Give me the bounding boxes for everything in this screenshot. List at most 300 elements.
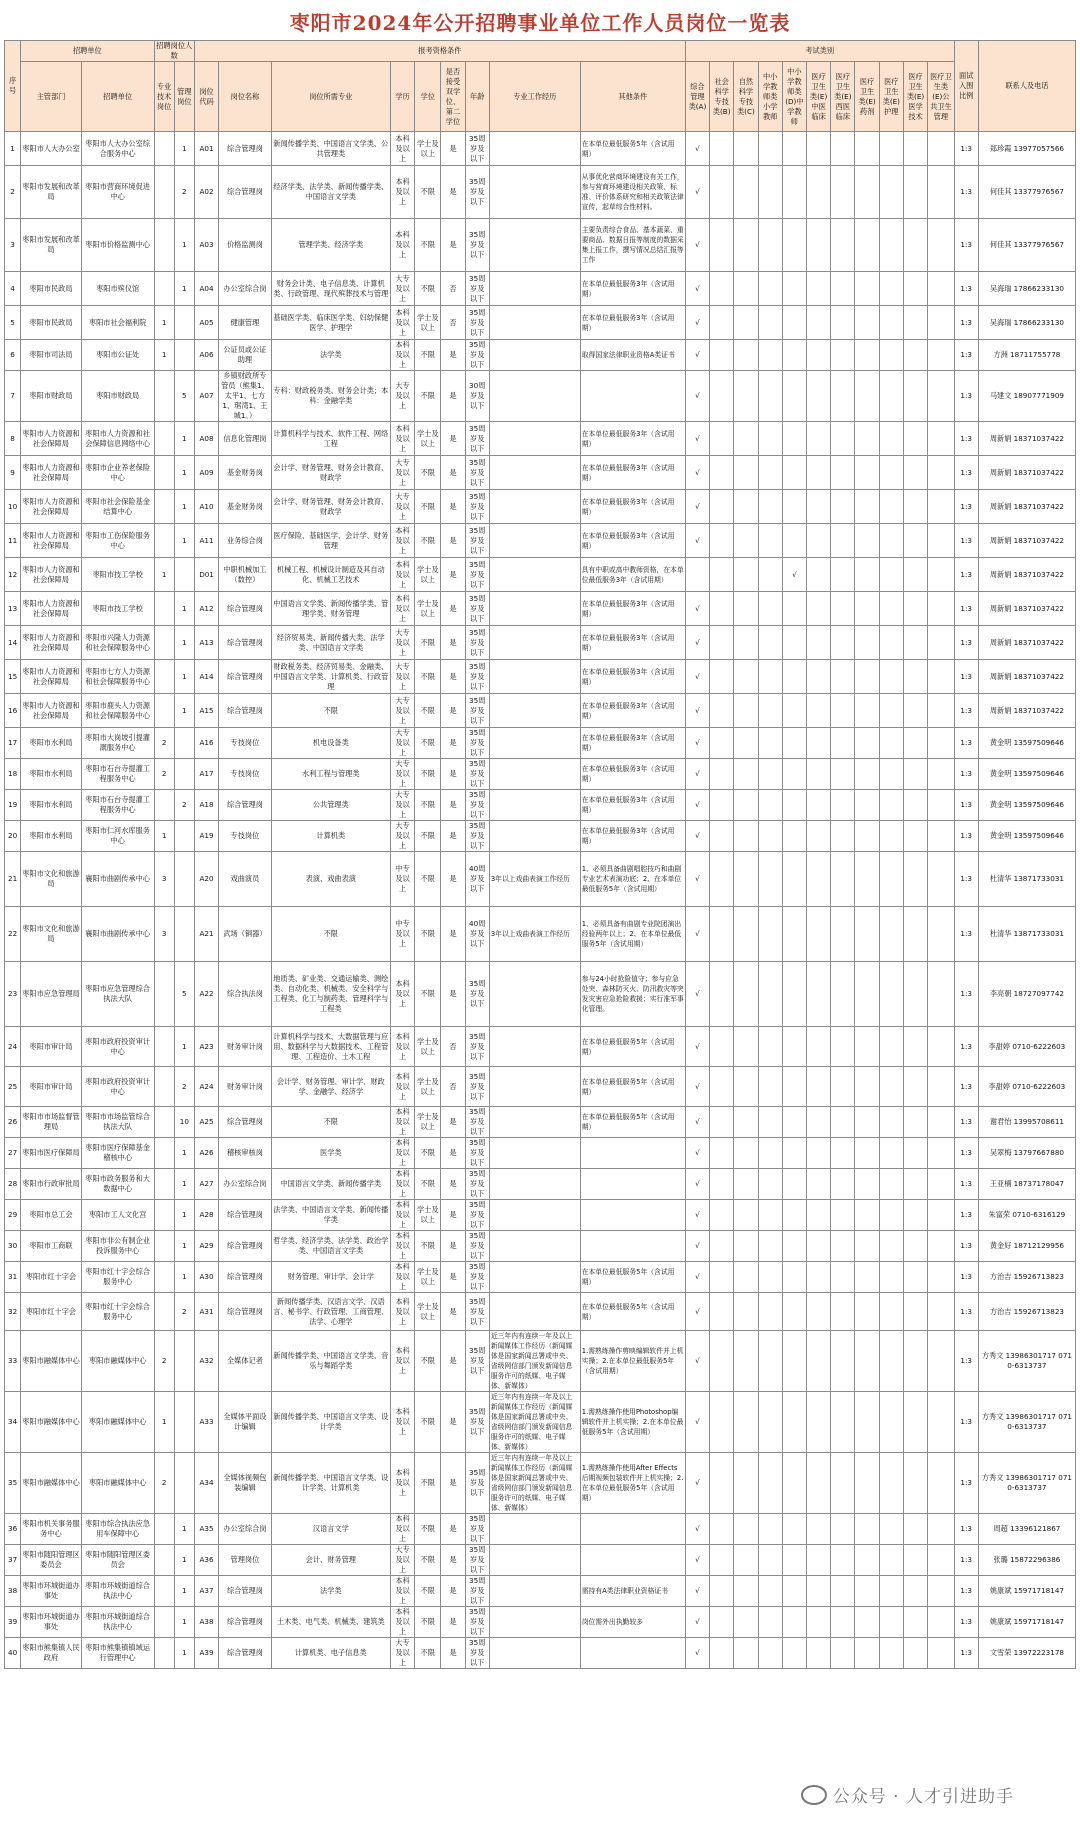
cell-exam-e4	[879, 728, 903, 759]
cell-major: 医疗保险、基础医学、会计学、财务管理	[271, 524, 390, 558]
cell-edu: 本科及以上	[390, 1107, 414, 1138]
cell-exam-e3	[855, 592, 879, 626]
cell-exam-e4	[879, 558, 903, 592]
cell-seq: 37	[5, 1545, 21, 1576]
cell-dept: 枣阳市人大办公室	[21, 132, 82, 166]
cell-contact: 吴海瑞 17866233130	[978, 272, 1075, 306]
header-mgmt: 管理岗位	[174, 62, 194, 132]
cell-exam-c	[734, 759, 758, 790]
header-ratio: 面试入围比例	[954, 41, 978, 132]
cell-exam-e3	[855, 132, 879, 166]
cell-exam-e6	[928, 1138, 954, 1169]
cell-exam-e3	[855, 626, 879, 660]
cell-exam-e4	[879, 166, 903, 219]
cell-exam-a: √	[685, 1514, 709, 1545]
cell-exam-e6	[928, 852, 954, 907]
cell-major: 管理学类、经济学类	[271, 219, 390, 272]
table-row	[5, 852, 1076, 907]
cell-exam-e3	[855, 1169, 879, 1200]
cell-exam-d2	[782, 759, 806, 790]
cell-dept: 枣阳市工商联	[21, 1231, 82, 1262]
table-row	[5, 790, 1076, 821]
cell-age: 35周岁及以下	[465, 1545, 489, 1576]
cell-ratio: 1:3	[954, 219, 978, 272]
cell-other	[580, 1231, 685, 1262]
cell-age: 35周岁及以下	[465, 728, 489, 759]
cell-exam-e6	[928, 821, 954, 852]
cell-other: 1.需熟练操作使用Photoshop编辑软件并上机实操；2.在本单位最低服务5年（含试用期）	[580, 1392, 685, 1453]
cell-dept: 枣阳市人力资源和社会保障局	[21, 422, 82, 456]
cell-seq: 40	[5, 1638, 21, 1669]
cell-age: 35周岁及以下	[465, 1607, 489, 1638]
table-row	[5, 422, 1076, 456]
cell-degree: 不限	[415, 490, 441, 524]
cell-exam-d2	[782, 821, 806, 852]
cell-exam-e2	[831, 1200, 855, 1231]
cell-mgmt: 2	[174, 166, 194, 219]
cell-exam-e4	[879, 852, 903, 907]
cell-unit: 枣阳市七方人力资源和社会保障服务中心	[81, 660, 154, 694]
cell-ratio: 1:3	[954, 1576, 978, 1607]
cell-exam-a: √	[685, 1231, 709, 1262]
cell-tech	[154, 962, 174, 1027]
cell-exam-c	[734, 1067, 758, 1107]
cell-contact: 周新娟 18371037422	[978, 558, 1075, 592]
cell-exam-e3	[855, 694, 879, 728]
cell-tech	[154, 1027, 174, 1067]
cell-age: 35周岁及以下	[465, 790, 489, 821]
cell-exam-d1	[758, 306, 782, 340]
cell-name: 综合管理岗	[219, 166, 272, 219]
cell-name: 综合管理岗	[219, 694, 272, 728]
cell-exam-e4	[879, 1107, 903, 1138]
cell-exam-b	[710, 524, 734, 558]
cell-name: 基金财务岗	[219, 490, 272, 524]
cell-ratio: 1:3	[954, 626, 978, 660]
cell-exam-d1	[758, 1200, 782, 1231]
cell-exp: 近三年内有连续一年及以上新闻媒体工作经历（新闻媒体是国家新闻总署或中央、省级网信部门颁发新闻信息服务许可的纸媒、电子媒体、新媒体）	[489, 1392, 580, 1453]
cell-ratio: 1:3	[954, 371, 978, 422]
cell-exam-e2	[831, 371, 855, 422]
cell-contact: 方秀文 13986301717 0710-6313737	[978, 1453, 1075, 1514]
cell-ratio: 1:3	[954, 490, 978, 524]
cell-age: 35周岁及以下	[465, 132, 489, 166]
cell-contact: 吴海瑞 17866233130	[978, 306, 1075, 340]
cell-major: 机械工程、机械设计制造及其自动化、机械工艺技术	[271, 558, 390, 592]
cell-exam-d2	[782, 490, 806, 524]
cell-name: 专技岗位	[219, 728, 272, 759]
cell-major: 经济学类、法学类、新闻传播学类、中国语言文学类	[271, 166, 390, 219]
cell-exam-e5	[903, 626, 927, 660]
cell-dept: 枣阳市水利局	[21, 759, 82, 790]
cell-other: 在本单位最低服务5年（含试用期）	[580, 1262, 685, 1293]
cell-exam-e3	[855, 1231, 879, 1262]
cell-exam-e6	[928, 371, 954, 422]
cell-degree: 学士及以上	[415, 1107, 441, 1138]
cell-dept: 枣阳市环城街道办事处	[21, 1576, 82, 1607]
cell-mgmt	[174, 340, 194, 371]
table-row	[5, 1638, 1076, 1669]
cell-exam-d1	[758, 166, 782, 219]
cell-seq: 16	[5, 694, 21, 728]
cell-fresh: 是	[441, 1293, 465, 1331]
cell-fresh: 是	[441, 340, 465, 371]
table-row	[5, 1607, 1076, 1638]
cell-other: 岗位需外出执勤较多	[580, 1607, 685, 1638]
cell-degree: 不限	[415, 1138, 441, 1169]
cell-exam-e2	[831, 1231, 855, 1262]
cell-exam-e5	[903, 524, 927, 558]
cell-exam-a: √	[685, 694, 709, 728]
cell-exam-e1	[806, 1514, 830, 1545]
cell-age: 30周岁及以下	[465, 371, 489, 422]
cell-edu: 本科及以上	[390, 1576, 414, 1607]
cell-exam-a	[685, 558, 709, 592]
cell-exam-d1	[758, 962, 782, 1027]
cell-seq: 14	[5, 626, 21, 660]
cell-age: 35周岁及以下	[465, 1200, 489, 1231]
cell-exam-e5	[903, 790, 927, 821]
cell-exam-b	[710, 694, 734, 728]
cell-exp	[489, 1262, 580, 1293]
cell-code: A01	[194, 132, 218, 166]
cell-unit: 枣阳市政府投资审计中心	[81, 1067, 154, 1107]
cell-exam-c	[734, 1200, 758, 1231]
cell-age: 35周岁及以下	[465, 1638, 489, 1669]
cell-contact: 杜清华 13871733031	[978, 907, 1075, 962]
cell-exam-d2	[782, 1200, 806, 1231]
cell-exam-b	[710, 132, 734, 166]
cell-ratio: 1:3	[954, 132, 978, 166]
cell-exam-e1	[806, 524, 830, 558]
cell-exam-d2	[782, 456, 806, 490]
cell-degree: 不限	[415, 790, 441, 821]
cell-ratio: 1:3	[954, 728, 978, 759]
cell-contact: 谢君怡 13995708611	[978, 1107, 1075, 1138]
cell-exam-b	[710, 422, 734, 456]
cell-exam-c	[734, 219, 758, 272]
cell-exam-a: √	[685, 490, 709, 524]
cell-exam-e3	[855, 490, 879, 524]
cell-major: 土木类、电气类、机械类、建筑类	[271, 1607, 390, 1638]
cell-exam-e6	[928, 166, 954, 219]
cell-tech	[154, 660, 174, 694]
cell-unit: 枣阳市政务服务和大数据中心	[81, 1169, 154, 1200]
cell-exam-e3	[855, 759, 879, 790]
cell-contact: 黄金明 13597509646	[978, 790, 1075, 821]
cell-name: 办公室综合岗	[219, 1514, 272, 1545]
cell-exam-e1	[806, 340, 830, 371]
cell-exam-b	[710, 1169, 734, 1200]
cell-major: 计算机科学与技术、大数据管理与应用、数据科学与大数据技术、工程管理、工程造价、土木工程	[271, 1027, 390, 1067]
cell-exam-e2	[831, 1514, 855, 1545]
cell-dept: 枣阳市人力资源和社会保障局	[21, 626, 82, 660]
cell-exam-e4	[879, 1514, 903, 1545]
cell-exam-c	[734, 852, 758, 907]
cell-age: 40周岁及以下	[465, 907, 489, 962]
cell-exam-c	[734, 660, 758, 694]
cell-dept: 枣阳市发展和改革局	[21, 219, 82, 272]
cell-contact: 郑珍霞 13977057566	[978, 132, 1075, 166]
cell-exam-e1	[806, 1576, 830, 1607]
cell-exam-e1	[806, 166, 830, 219]
cell-major: 法学类、中国语言文学类、新闻传播学类	[271, 1200, 390, 1231]
cell-unit: 枣阳市政府投资审计中心	[81, 1027, 154, 1067]
cell-tech: 2	[154, 759, 174, 790]
cell-seq: 6	[5, 340, 21, 371]
cell-mgmt	[174, 852, 194, 907]
cell-exam-a: √	[685, 1331, 709, 1392]
cell-exam-c	[734, 821, 758, 852]
cell-dept: 枣阳市人力资源和社会保障局	[21, 592, 82, 626]
cell-mgmt: 1	[174, 272, 194, 306]
cell-code: A29	[194, 1231, 218, 1262]
cell-unit: 枣阳市工伤保险服务中心	[81, 524, 154, 558]
cell-unit: 枣阳市大岗坡引提灌溉服务中心	[81, 728, 154, 759]
cell-dept: 枣阳市人力资源和社会保障局	[21, 456, 82, 490]
cell-ratio: 1:3	[954, 790, 978, 821]
cell-dept: 枣阳市文化和旅游局	[21, 907, 82, 962]
cell-exam-e3	[855, 1545, 879, 1576]
cell-exam-e6	[928, 1453, 954, 1514]
table-row	[5, 626, 1076, 660]
cell-exam-e6	[928, 1638, 954, 1669]
cell-exam-a: √	[685, 1169, 709, 1200]
cell-mgmt	[174, 1453, 194, 1514]
header-major: 岗位所需专业	[271, 62, 390, 132]
cell-tech	[154, 524, 174, 558]
cell-exam-e4	[879, 660, 903, 694]
cell-exam-c	[734, 340, 758, 371]
cell-exam-e2	[831, 1607, 855, 1638]
cell-code: A15	[194, 694, 218, 728]
cell-exam-e5	[903, 371, 927, 422]
cell-exam-e2	[831, 1262, 855, 1293]
cell-unit: 枣阳市社会福利院	[81, 306, 154, 340]
cell-exam-e4	[879, 1231, 903, 1262]
cell-exam-e3	[855, 1293, 879, 1331]
cell-age: 35周岁及以下	[465, 272, 489, 306]
cell-ratio: 1:3	[954, 694, 978, 728]
cell-exam-a: √	[685, 1138, 709, 1169]
cell-exam-d2	[782, 1331, 806, 1392]
cell-exam-d1	[758, 728, 782, 759]
cell-exam-b	[710, 456, 734, 490]
cell-age: 35周岁及以下	[465, 626, 489, 660]
cell-tech	[154, 1607, 174, 1638]
cell-edu: 大专及以上	[390, 728, 414, 759]
cell-exam-e6	[928, 219, 954, 272]
cell-seq: 4	[5, 272, 21, 306]
cell-degree: 不限	[415, 694, 441, 728]
cell-dept: 枣阳市应急管理局	[21, 962, 82, 1027]
watermark-text: 公众号 · 人才引进助手	[832, 1787, 1014, 1807]
cell-exam-e5	[903, 1638, 927, 1669]
header-exam-d1: 中小学教师类小学教师	[758, 62, 782, 132]
cell-degree: 学士及以上	[415, 1027, 441, 1067]
cell-edu: 本科及以上	[390, 1067, 414, 1107]
cell-seq: 36	[5, 1514, 21, 1545]
cell-exam-e1	[806, 1067, 830, 1107]
cell-exam-e6	[928, 1027, 954, 1067]
cell-fresh: 是	[441, 1392, 465, 1453]
cell-exam-d1	[758, 132, 782, 166]
cell-contact: 方秀文 13986301717 0710-6313737	[978, 1392, 1075, 1453]
cell-exam-c	[734, 790, 758, 821]
cell-exam-b	[710, 759, 734, 790]
cell-exam-d2	[782, 166, 806, 219]
cell-code: A08	[194, 422, 218, 456]
cell-exam-a: √	[685, 1067, 709, 1107]
cell-other: 1.需熟练操作使用After Effects后期视频包装软件并上机实操；2.在本单位最低服务5年（含试用期）	[580, 1453, 685, 1514]
cell-exam-e2	[831, 1169, 855, 1200]
cell-exam-b	[710, 1262, 734, 1293]
cell-name: 价格监测岗	[219, 219, 272, 272]
cell-dept: 枣阳市民政局	[21, 272, 82, 306]
cell-name: 综合管理岗	[219, 790, 272, 821]
table-row	[5, 524, 1076, 558]
cell-dept: 枣阳市红十字会	[21, 1293, 82, 1331]
cell-major: 财务管理、审计学、会计学	[271, 1262, 390, 1293]
cell-exp	[489, 962, 580, 1027]
cell-degree: 不限	[415, 1638, 441, 1669]
cell-exam-e5	[903, 1027, 927, 1067]
cell-exam-d1	[758, 1262, 782, 1293]
table-row	[5, 1169, 1076, 1200]
cell-exam-e6	[928, 1392, 954, 1453]
cell-degree: 不限	[415, 962, 441, 1027]
cell-dept: 枣阳市随阳管理区委员会	[21, 1545, 82, 1576]
cell-fresh: 是	[441, 821, 465, 852]
cell-exp	[489, 306, 580, 340]
cell-exam-a: √	[685, 1392, 709, 1453]
cell-edu: 本科及以上	[390, 1514, 414, 1545]
cell-other: 从事优化营商环境建设有关工作，参与营商环境建设相关政策、标准、评价体系研究和相关政策法律宣传，起草综合性材料。	[580, 166, 685, 219]
cell-seq: 27	[5, 1138, 21, 1169]
cell-unit: 枣阳市鹿头人力资源和社会保障服务中心	[81, 694, 154, 728]
cell-dept: 枣阳市发展和改革局	[21, 166, 82, 219]
cell-exam-d2	[782, 660, 806, 694]
cell-unit: 枣阳市医疗保障基金稽核中心	[81, 1138, 154, 1169]
cell-unit: 枣阳市综合执法应急用车保障中心	[81, 1514, 154, 1545]
cell-mgmt: 1	[174, 1545, 194, 1576]
cell-contact: 朱富荣 0710-6316129	[978, 1200, 1075, 1231]
cell-exam-d1	[758, 524, 782, 558]
cell-dept: 枣阳市熊集镇人民政府	[21, 1638, 82, 1669]
cell-major: 计算机类、电子信息类	[271, 1638, 390, 1669]
cell-exam-e2	[831, 694, 855, 728]
cell-exam-e6	[928, 907, 954, 962]
cell-fresh: 是	[441, 1576, 465, 1607]
cell-exam-e4	[879, 1607, 903, 1638]
cell-exam-e1	[806, 456, 830, 490]
cell-edu: 本科及以上	[390, 592, 414, 626]
cell-exp	[489, 422, 580, 456]
cell-name: 信息化管理岗	[219, 422, 272, 456]
cell-mgmt: 1	[174, 626, 194, 660]
header-code: 岗位代码	[194, 62, 218, 132]
cell-name: 综合管理岗	[219, 1107, 272, 1138]
cell-ratio: 1:3	[954, 306, 978, 340]
table-row	[5, 1107, 1076, 1138]
cell-other: 在本单位最低服务5年（含试用期）	[580, 1107, 685, 1138]
cell-contact: 方洲 18711755778	[978, 340, 1075, 371]
cell-ratio: 1:3	[954, 821, 978, 852]
cell-exam-e5	[903, 1138, 927, 1169]
cell-exam-a: √	[685, 422, 709, 456]
table-row	[5, 219, 1076, 272]
cell-code: A36	[194, 1545, 218, 1576]
cell-mgmt: 1	[174, 1231, 194, 1262]
cell-unit: 枣阳市仁河水库服务中心	[81, 821, 154, 852]
cell-degree: 不限	[415, 1607, 441, 1638]
cell-age: 35周岁及以下	[465, 1231, 489, 1262]
cell-age: 35周岁及以下	[465, 1331, 489, 1392]
cell-exp	[489, 1027, 580, 1067]
cell-seq: 31	[5, 1262, 21, 1293]
cell-other: 在本单位最低服务3年（含试用期）	[580, 272, 685, 306]
cell-degree: 不限	[415, 272, 441, 306]
cell-tech	[154, 1169, 174, 1200]
cell-tech	[154, 1107, 174, 1138]
cell-contact: 李亮朝 18727097742	[978, 962, 1075, 1027]
cell-contact: 文雪荣 13972223178	[978, 1638, 1075, 1669]
cell-mgmt: 2	[174, 790, 194, 821]
cell-code: A26	[194, 1138, 218, 1169]
cell-exam-a: √	[685, 1027, 709, 1067]
cell-exam-d2	[782, 422, 806, 456]
cell-major: 新闻传播学类、中国语言文学类、设计学类、计算机类	[271, 1453, 390, 1514]
cell-exp	[489, 1067, 580, 1107]
cell-mgmt: 5	[174, 962, 194, 1027]
cell-ratio: 1:3	[954, 1638, 978, 1669]
cell-exam-e5	[903, 1331, 927, 1392]
cell-mgmt: 1	[174, 524, 194, 558]
cell-exam-b	[710, 219, 734, 272]
cell-major: 不限	[271, 907, 390, 962]
cell-exam-d1	[758, 660, 782, 694]
cell-mgmt: 5	[174, 371, 194, 422]
cell-tech	[154, 166, 174, 219]
cell-exam-c	[734, 490, 758, 524]
cell-ratio: 1:3	[954, 422, 978, 456]
cell-exam-e4	[879, 694, 903, 728]
cell-edu: 本科及以上	[390, 422, 414, 456]
cell-name: 戏曲演员	[219, 852, 272, 907]
cell-exam-a: √	[685, 1638, 709, 1669]
cell-exam-c	[734, 1576, 758, 1607]
cell-major: 医学类	[271, 1138, 390, 1169]
cell-exam-e2	[831, 1453, 855, 1514]
cell-mgmt: 1	[174, 490, 194, 524]
table-row	[5, 907, 1076, 962]
cell-age: 35周岁及以下	[465, 166, 489, 219]
cell-mgmt: 1	[174, 1607, 194, 1638]
cell-exam-a: √	[685, 1576, 709, 1607]
cell-name: 综合管理岗	[219, 1200, 272, 1231]
cell-major: 水利工程与管理类	[271, 759, 390, 790]
cell-age: 35周岁及以下	[465, 821, 489, 852]
cell-exam-b	[710, 1607, 734, 1638]
cell-dept: 枣阳市市场监督管理局	[21, 1107, 82, 1138]
cell-exam-e6	[928, 1331, 954, 1392]
table-row	[5, 1293, 1076, 1331]
header-seq: 序号	[5, 41, 21, 132]
cell-exam-e4	[879, 132, 903, 166]
cell-contact: 姚康斌 15971718147	[978, 1607, 1075, 1638]
cell-exam-c	[734, 1514, 758, 1545]
cell-age: 35周岁及以下	[465, 1392, 489, 1453]
